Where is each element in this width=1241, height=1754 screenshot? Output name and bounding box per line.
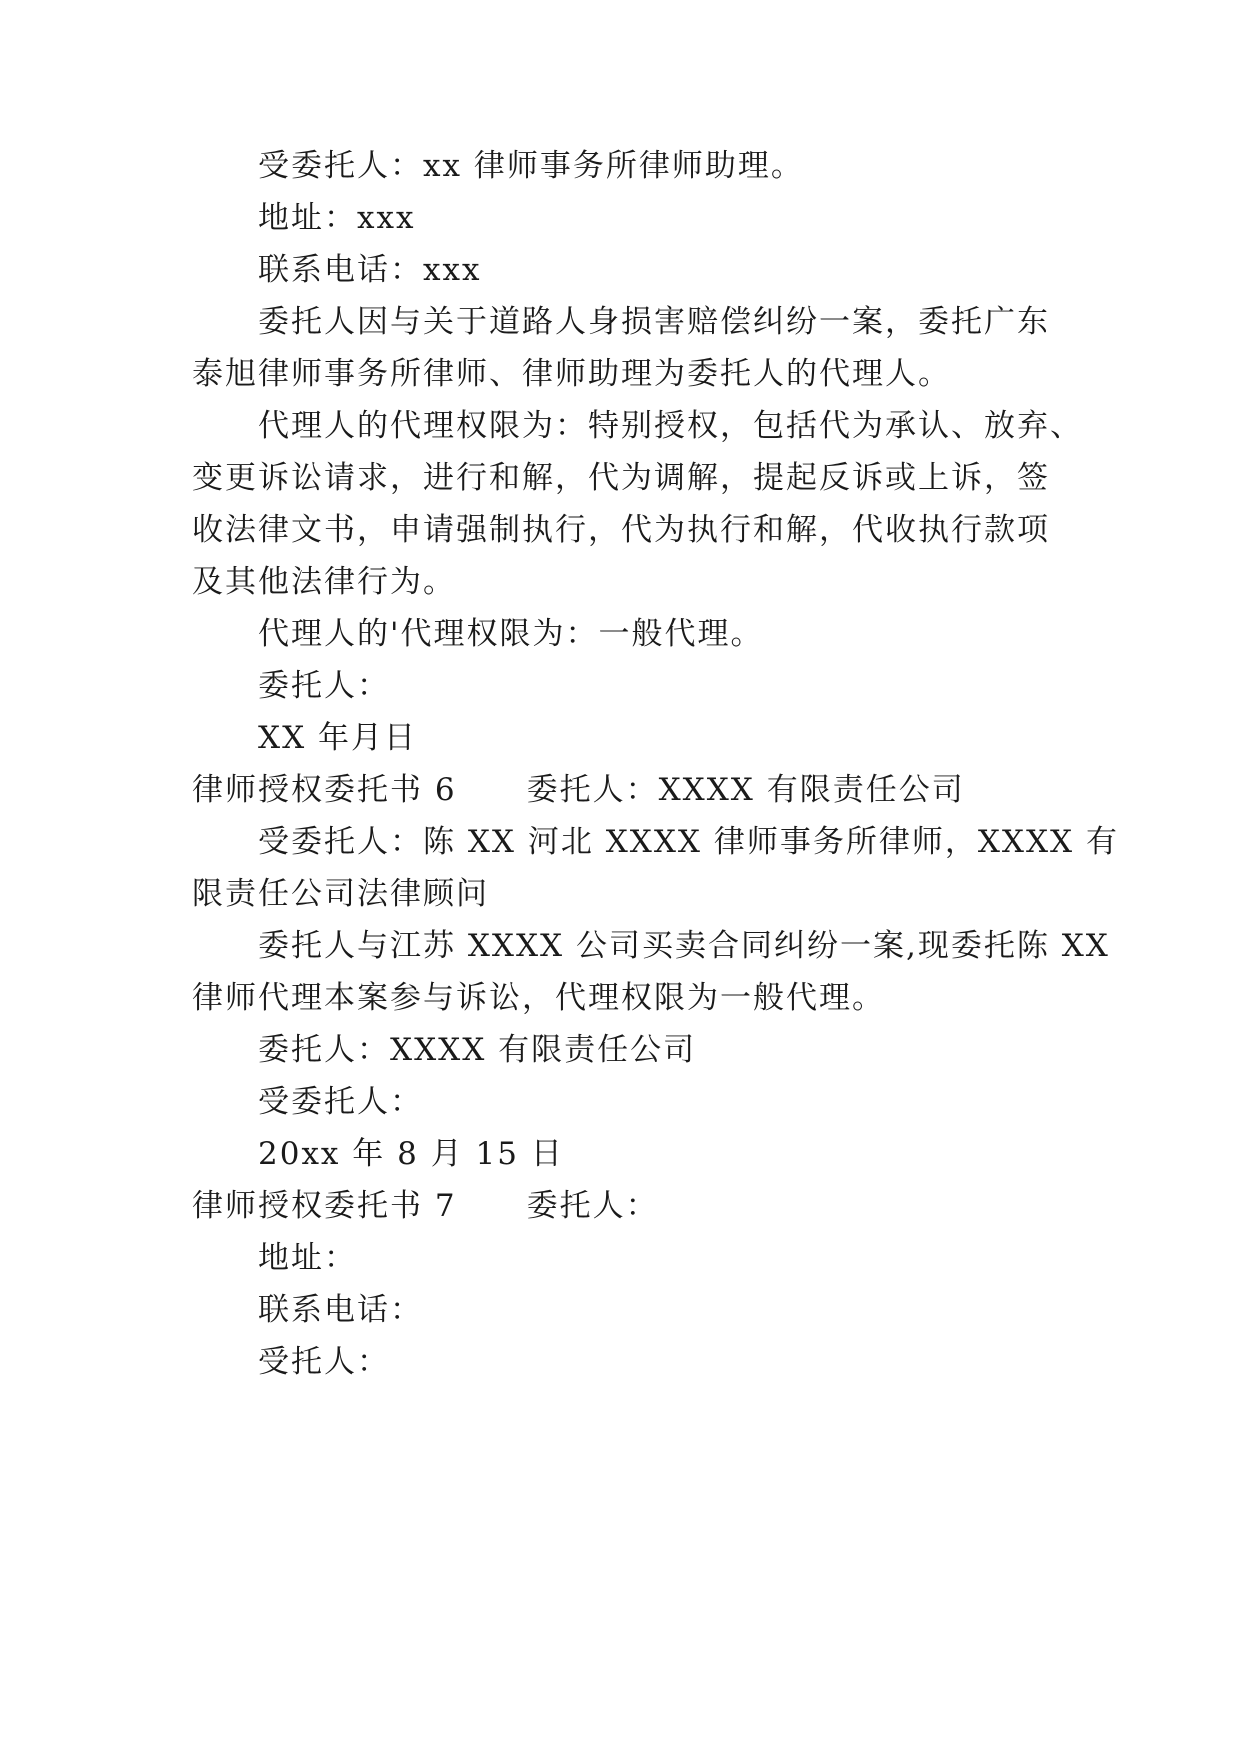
paragraph-line: 委托人因与关于道路人身损害赔偿纠纷一案，委托广东 — [258, 304, 1050, 340]
date-line: 20xx 年 8 月 15 日 — [258, 1136, 564, 1172]
paragraph-line: 受托人： — [258, 1344, 390, 1380]
paragraph-line: 地址：xxx — [258, 200, 416, 236]
paragraph-line: 委托人与江苏 XXXX 公司买卖合同纠纷一案,现委托陈 XX — [258, 928, 1110, 964]
heading-title: 律师授权委托书 7 — [192, 1188, 457, 1224]
paragraph-line: 限责任公司法律顾问 — [192, 876, 489, 912]
paragraph-line: 收法律文书，申请强制执行，代为执行和解，代收执行款项 — [192, 512, 1050, 548]
paragraph-line: 委托人：XXXX 有限责任公司 — [258, 1032, 697, 1068]
paragraph-line: 律师代理本案参与诉讼，代理权限为一般代理。 — [192, 980, 885, 1016]
section-heading — [192, 1186, 659, 1226]
paragraph-line: 代理人的'代理权限为：一般代理。 — [258, 616, 764, 652]
paragraph-line: 受委托人：xx 律师事务所律师助理。 — [258, 148, 804, 184]
paragraph-line: 联系电话： — [258, 1292, 423, 1328]
paragraph-line: 代理人的代理权限为：特别授权，包括代为承认、放弃、 — [258, 408, 1083, 444]
paragraph-line: 及其他法律行为。 — [192, 564, 456, 600]
heading-title: 律师授权委托书 6 — [192, 772, 457, 808]
paragraph-line: 联系电话：xxx — [258, 252, 482, 288]
date-line: XX 年月日 — [258, 720, 417, 756]
paragraph-line: 变更诉讼请求，进行和解，代为调解，提起反诉或上诉，签 — [192, 460, 1050, 496]
paragraph-line: 受委托人： — [258, 1084, 423, 1120]
paragraph-line: 泰旭律师事务所律师、律师助理为委托人的代理人。 — [192, 356, 951, 392]
heading-text: 委托人：XXXX 有限责任公司 — [526, 772, 965, 808]
paragraph-line: 受委托人：陈 XX 河北 XXXX 律师事务所律师，XXXX 有 — [258, 824, 1119, 860]
paragraph-line: 委托人： — [258, 668, 390, 704]
section-heading — [192, 770, 965, 810]
paragraph-line: 地址： — [258, 1240, 357, 1276]
heading-text: 委托人： — [526, 1188, 659, 1224]
